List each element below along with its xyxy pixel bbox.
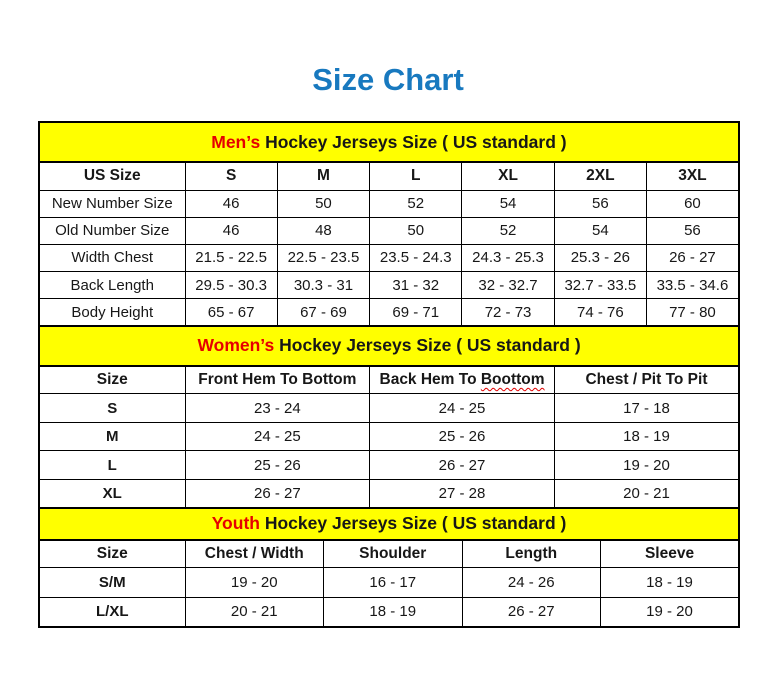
table-cell: 52 <box>462 217 554 244</box>
table-cell: 25.3 - 26 <box>554 244 646 271</box>
table-cell: 25 - 26 <box>185 451 370 480</box>
back-hem-label-prefix: Back Hem To <box>379 371 481 389</box>
table-cell: 46 <box>185 217 277 244</box>
table-cell: 16 - 17 <box>324 568 463 598</box>
table-cell: 20 - 21 <box>185 597 324 627</box>
womens-section-header <box>39 326 739 366</box>
table-row <box>39 394 739 423</box>
mens-title-highlight: Men’s <box>211 131 261 152</box>
table-cell: 52 <box>370 190 462 217</box>
table-cell: 19 - 20 <box>601 597 740 627</box>
table-cell: 24 - 26 <box>462 568 601 598</box>
row-label-cell: Width Chest <box>39 244 185 271</box>
table-row <box>39 451 739 480</box>
row-label-cell: S/M <box>39 568 185 598</box>
row-label-cell: M <box>39 422 185 451</box>
table-cell: 50 <box>370 217 462 244</box>
table-cell: 56 <box>646 217 738 244</box>
table-cell: 23 - 24 <box>185 394 370 423</box>
table-cell: 26 - 27 <box>370 451 555 480</box>
back-hem-label-misspelling: Boottom <box>480 371 545 389</box>
table-row <box>39 479 739 508</box>
table-row <box>39 272 739 299</box>
womens-column-header-row <box>39 366 739 394</box>
table-cell: 23.5 - 24.3 <box>370 244 462 271</box>
column-header: Size <box>39 540 185 568</box>
table-cell: 27 - 28 <box>370 479 555 508</box>
table-cell: 26 - 27 <box>646 244 738 271</box>
youth-section-title <box>39 508 739 540</box>
column-header: XL <box>462 162 554 190</box>
table-row <box>39 422 739 451</box>
row-label-cell: Back Length <box>39 272 185 299</box>
table-cell: 60 <box>646 190 738 217</box>
column-header: L <box>370 162 462 190</box>
table-cell: 33.5 - 34.6 <box>646 272 738 299</box>
table-cell: 17 - 18 <box>554 394 739 423</box>
table-cell: 24.3 - 25.3 <box>462 244 554 271</box>
column-header: S <box>185 162 277 190</box>
table-cell: 56 <box>554 190 646 217</box>
table-cell: 32.7 - 33.5 <box>554 272 646 299</box>
table-row <box>39 217 739 244</box>
table-cell: 24 - 25 <box>370 394 555 423</box>
table-row <box>39 190 739 217</box>
column-header: 2XL <box>554 162 646 190</box>
table-cell: 18 - 19 <box>554 422 739 451</box>
table-cell: 19 - 20 <box>554 451 739 480</box>
table-cell: 26 - 27 <box>462 597 601 627</box>
table-cell: 48 <box>277 217 369 244</box>
table-cell: 24 - 25 <box>185 422 370 451</box>
column-header: Sleeve <box>601 540 740 568</box>
youth-section-header <box>39 508 739 540</box>
womens-section-title <box>39 326 739 366</box>
row-label-cell: S <box>39 394 185 423</box>
table-cell: 54 <box>554 217 646 244</box>
table-cell: 69 - 71 <box>370 299 462 326</box>
youth-size-table <box>38 507 740 628</box>
column-header-with-typo <box>370 366 555 394</box>
table-row <box>39 244 739 271</box>
column-header: US Size <box>39 162 185 190</box>
row-label-cell: New Number Size <box>39 190 185 217</box>
column-header: M <box>277 162 369 190</box>
table-cell: 50 <box>277 190 369 217</box>
table-cell: 77 - 80 <box>646 299 738 326</box>
table-cell: 25 - 26 <box>370 422 555 451</box>
womens-title-highlight: Women’s <box>197 335 275 356</box>
womens-title-rest: Hockey Jerseys Size ( US standard ) <box>274 335 581 356</box>
size-chart-tables <box>38 121 738 628</box>
table-cell: 26 - 27 <box>185 479 370 508</box>
table-cell: 32 - 32.7 <box>462 272 554 299</box>
mens-section-title <box>39 122 739 162</box>
table-cell: 19 - 20 <box>185 568 324 598</box>
youth-column-header-row <box>39 540 739 568</box>
table-cell: 46 <box>185 190 277 217</box>
row-label-cell: Old Number Size <box>39 217 185 244</box>
table-cell: 30.3 - 31 <box>277 272 369 299</box>
column-header: Length <box>462 540 601 568</box>
mens-column-header-row <box>39 162 739 190</box>
column-header: Chest / Width <box>185 540 324 568</box>
column-header: Shoulder <box>324 540 463 568</box>
page-title: Size Chart <box>312 62 464 97</box>
youth-title-rest: Hockey Jerseys Size ( US standard ) <box>259 513 567 534</box>
mens-section-header <box>39 122 739 162</box>
table-cell: 20 - 21 <box>554 479 739 508</box>
table-cell: 65 - 67 <box>185 299 277 326</box>
column-header: 3XL <box>646 162 738 190</box>
table-cell: 18 - 19 <box>324 597 463 627</box>
table-cell: 67 - 69 <box>277 299 369 326</box>
column-header: Front Hem To Bottom <box>185 366 370 394</box>
table-cell: 18 - 19 <box>601 568 740 598</box>
womens-size-table <box>38 325 740 509</box>
table-cell: 22.5 - 23.5 <box>277 244 369 271</box>
table-row <box>39 568 739 598</box>
table-cell: 31 - 32 <box>370 272 462 299</box>
table-row <box>39 597 739 627</box>
table-cell: 21.5 - 22.5 <box>185 244 277 271</box>
column-header: Chest / Pit To Pit <box>554 366 739 394</box>
table-cell: 29.5 - 30.3 <box>185 272 277 299</box>
row-label-cell: Body Height <box>39 299 185 326</box>
mens-title-rest: Hockey Jerseys Size ( US standard ) <box>260 131 567 152</box>
table-row <box>39 299 739 326</box>
table-cell: 72 - 73 <box>462 299 554 326</box>
youth-title-highlight: Youth <box>211 513 260 534</box>
mens-size-table <box>38 121 740 327</box>
table-cell: 54 <box>462 190 554 217</box>
column-header: Size <box>39 366 185 394</box>
row-label-cell: L/XL <box>39 597 185 627</box>
row-label-cell: L <box>39 451 185 480</box>
row-label-cell: XL <box>39 479 185 508</box>
table-cell: 74 - 76 <box>554 299 646 326</box>
